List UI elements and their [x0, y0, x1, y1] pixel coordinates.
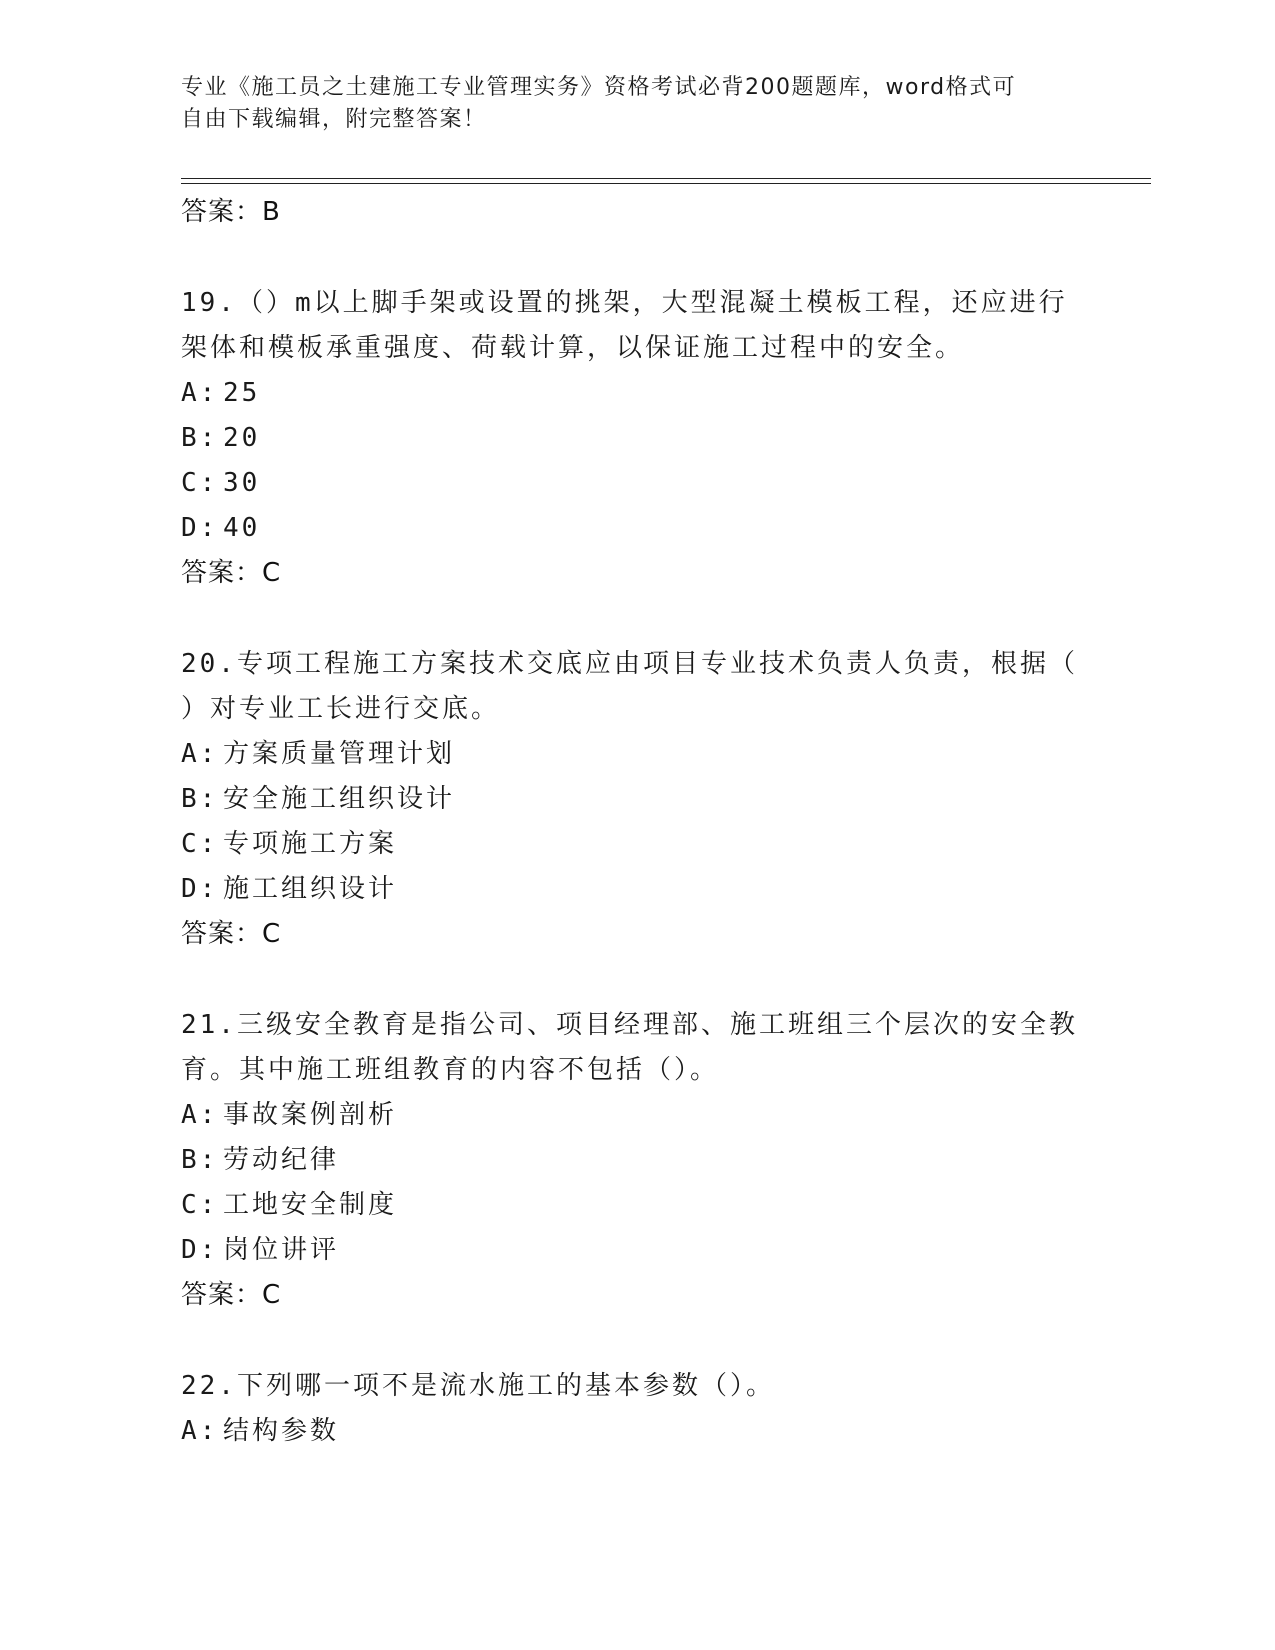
- option-c: C: 30: [181, 468, 261, 498]
- question-stem: 19.（）m以上脚手架或设置的挑架，大型混凝土模板工程，还应进行 架体和模板承重强度、荷载计算，以保证施工过程中的安全。: [181, 288, 1068, 363]
- option-d: D: 40: [181, 513, 261, 543]
- option-d: D: 岗位讲评: [181, 1235, 340, 1265]
- answer-line: 答案：C: [181, 558, 282, 588]
- option-d: D: 施工组织设计: [181, 874, 398, 904]
- question-19: [181, 281, 1081, 596]
- option-a: A: 25: [181, 378, 261, 408]
- answer-line: 答案：C: [181, 919, 282, 949]
- option-a: A: 事故案例剖析: [181, 1100, 398, 1130]
- option-a: A: 结构参数: [181, 1416, 340, 1446]
- header-divider: [181, 178, 1151, 184]
- header-line-2: 自由下载编辑，附完整答案！: [181, 107, 487, 132]
- question-stem: 22.下列哪一项不是流水施工的基本参数（）。: [181, 1371, 775, 1401]
- option-a: A: 方案质量管理计划: [181, 739, 456, 769]
- question-20: [181, 642, 1081, 957]
- option-b: B: 20: [181, 423, 261, 453]
- question-21: [181, 1003, 1081, 1318]
- question-22: [181, 1364, 1081, 1454]
- option-c: C: 专项施工方案: [181, 829, 398, 859]
- option-b: B: 安全施工组织设计: [181, 784, 456, 814]
- question-stem: 21.三级安全教育是指公司、项目经理部、施工班组三个层次的安全教 育。其中施工班组教育的内容不包括（）。: [181, 1010, 1078, 1085]
- option-b: B: 劳动纪律: [181, 1145, 340, 1175]
- header-line-1: 专业《施工员之土建施工专业管理实务》资格考试必背200题题库，word格式可: [181, 75, 1017, 100]
- answer-line: 答案：B: [181, 197, 281, 227]
- document-header: [181, 72, 1061, 136]
- option-c: C: 工地安全制度: [181, 1190, 398, 1220]
- answer-line: 答案：C: [181, 1280, 282, 1310]
- question-list: [181, 190, 1081, 1454]
- question-stem: 20.专项工程施工方案技术交底应由项目专业技术负责人负责，根据（ ）对专业工长进行交底。: [181, 649, 1078, 724]
